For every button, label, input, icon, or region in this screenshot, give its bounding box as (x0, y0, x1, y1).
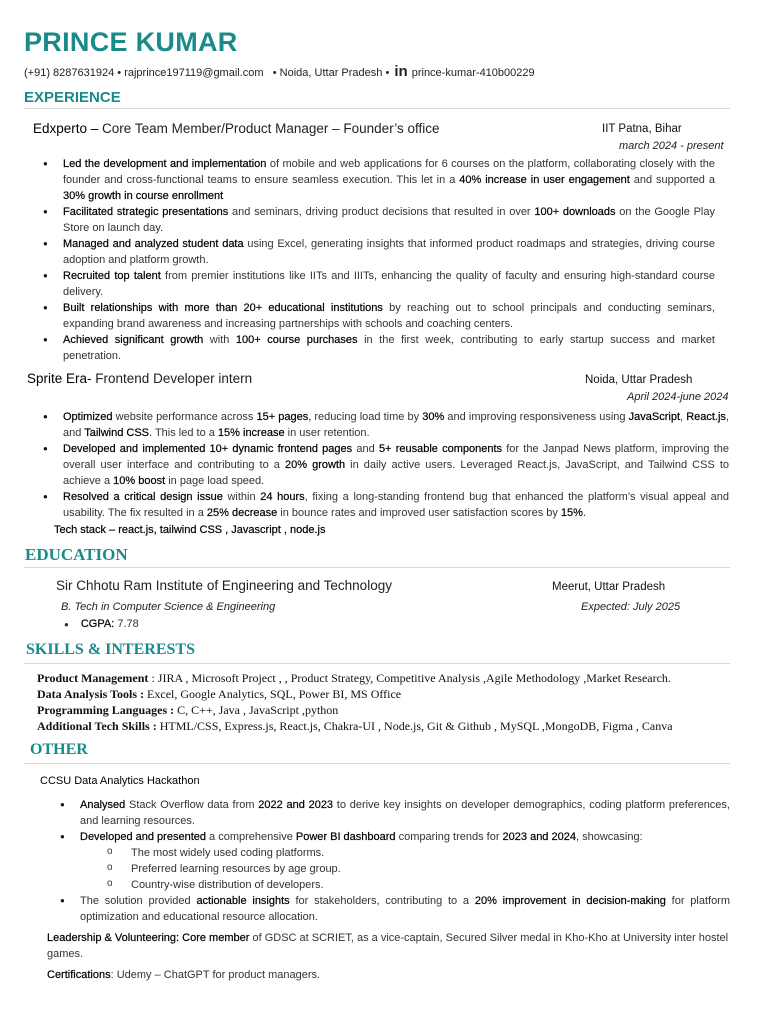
list-item: ● The solution provided actionable insights for stakeholders, contributing to a 20% improvement in decision-making for platform optimization and educational resource allocation. (80, 893, 730, 925)
cgpa: ● CGPA: 7.78 (64, 618, 139, 630)
school-location: Meerut, Uttar Pradesh (552, 581, 666, 593)
list-item: ● Optimized website performance across 15+ pages, reducing load time by 30% and improving responsiveness using JavaScript, React.js, and Tailwind CSS. This led to a 15% increase in user retention. (63, 409, 729, 441)
phone: (+91) 8287631924 (24, 67, 115, 79)
certifications: Certifications: Udemy – ChatGPT for product managers. (47, 969, 321, 981)
list-item: ● Analysed Stack Overflow data from 2022 and 2023 to derive key insights on developer demographics, coding platform preferences, and learning resources. (80, 797, 730, 829)
candidate-name: PRINCE KUMAR (24, 27, 238, 57)
list-item: o Country-wise distribution of developers. (131, 877, 631, 893)
job-bullets-edxperto (63, 156, 715, 364)
skill-additional-tech: Additional Tech Skills : HTML/CSS, Express.js, React.js, Chakra-UI , Node.js, Git & Github , MySQL ,MongoDB, Figma , Canva (37, 719, 673, 733)
skill-programming: Programming Languages : C, C++, Java , JavaScript ,python (37, 703, 339, 717)
job-date: march 2024 - present (619, 140, 724, 152)
skill-product-management: Product Management : JIRA , Microsoft Project , , Product Strategy, Competitive Analysis ,Agile Methodology ,Market Research. (37, 671, 671, 685)
list-item: o The most widely used coding platforms. (131, 845, 631, 861)
leadership: Leadership & Volunteering: Core member of GDSC at SCRIET, as a vice-captain, Secured Silver medal in Kho-Kho at University inter hostel games. (47, 932, 729, 960)
skill-data-analysis: Data Analysis Tools : Excel, Google Analytics, SQL, Power BI, MS Office (37, 687, 402, 701)
section-title-skills: SKILLS & INTERESTS (26, 641, 195, 658)
list-item: ● Recruited top talent from premier institutions like IITs and IIITs, enhancing the quality of faculty and ensuring high-standard course delivery. (63, 268, 715, 300)
linkedin-icon: in (394, 63, 408, 80)
job-date: April 2024-june 2024 (627, 391, 729, 403)
tech-stack: Tech stack – react.js, tailwind CSS , Javascript , node.js (54, 524, 326, 536)
list-item: ● Managed and analyzed student data using Excel, generating insights that informed product roadmaps and strategies, driving course adoption and platform growth. (63, 236, 715, 268)
hackathon-bullets (80, 797, 730, 845)
list-item: o Preferred learning resources by age group. (131, 861, 631, 877)
job-location: IIT Patna, Bihar (602, 123, 682, 135)
email[interactable]: rajprince197119@gmail.com (124, 67, 264, 79)
job-title-sprite-era: Sprite Era- Frontend Developer intern (27, 371, 253, 386)
section-divider (24, 663, 730, 664)
job-title-edxperto: Edxperto – Core Team Member/Product Manager – Founder’s office (33, 121, 440, 136)
hackathon-sub-list (131, 845, 631, 893)
section-divider (24, 108, 730, 109)
hackathon-title: CCSU Data Analytics Hackathon (40, 775, 200, 787)
list-item: ● Led the development and implementation of mobile and web applications for 6 courses on the platform, collaborating closely with the founder and cross-functional teams to ensure seamless execution. This let in a 40% increase in user engagement and supported a 30% growth in course enrollment (63, 156, 715, 204)
list-item: ● Achieved significant growth with 100+ course purchases in the first week, contributing to early startup success and market penetration. (63, 332, 715, 364)
contact-line: (+91) 8287631924 • rajprince197119@gmail.com • Noida, Uttar Pradesh • in prince-kumar-410b00229 (24, 63, 535, 80)
section-title-education: EDUCATION (25, 545, 128, 564)
job-bullets-sprite-era (63, 409, 729, 521)
job-location: Noida, Uttar Pradesh (585, 374, 693, 386)
location: Noida, Uttar Pradesh (279, 67, 383, 79)
school-name: Sir Chhotu Ram Institute of Engineering and Technology (56, 578, 392, 593)
list-item: ● Developed and presented a comprehensive Power BI dashboard comparing trends for 2023 and 2024, showcasing: (80, 829, 730, 845)
list-item: ● Resolved a critical design issue within 24 hours, fixing a long-standing frontend bug that enhanced the platform’s visual appeal and usability. The fix resulted in a 25% decrease in bounce rates and improved user satisfaction scores by 15%. (63, 489, 729, 521)
list-item: ● Facilitated strategic presentations and seminars, driving product decisions that resulted in over 100+ downloads on the Google Play Store on launch day. (63, 204, 715, 236)
section-divider (24, 567, 730, 568)
section-title-experience: EXPERIENCE (24, 89, 121, 106)
section-divider (24, 763, 730, 764)
list-item: ● Developed and implemented 10+ dynamic frontend pages and 5+ reusable components for the Janpad News platform, improving the overall user interface and contributing to a 20% growth in daily active users. Leveraged React.js, JavaScript, and Tailwind CSS to achieve a 10% boost in page load speed. (63, 441, 729, 489)
degree: B. Tech in Computer Science & Engineering (61, 601, 276, 613)
list-item: ● Built relationships with more than 20+ educational institutions by reaching out to school principals and conducting seminars, expanding brand awareness and increasing partnerships with schools and coaching centers. (63, 300, 715, 332)
section-title-other: OTHER (30, 741, 88, 758)
expected-date: Expected: July 2025 (581, 601, 681, 613)
linkedin-handle[interactable]: prince-kumar-410b00229 (411, 67, 535, 79)
hackathon-bullets-2 (80, 893, 730, 925)
